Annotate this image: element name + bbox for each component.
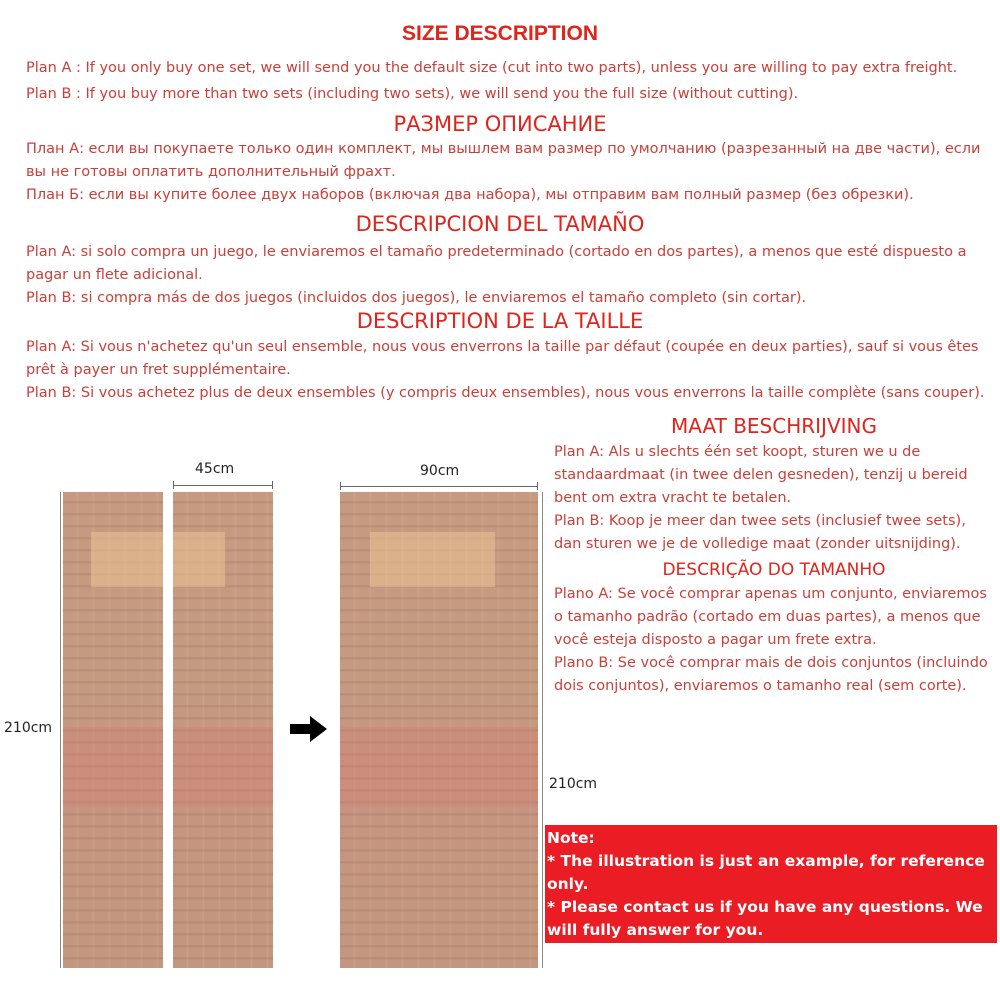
english-plan-b: Plan B : If you buy more than two sets (including two sets), we will send you the full size (without cutting). (26, 86, 799, 102)
title-english: SIZE DESCRIPTION (401, 22, 599, 45)
spanish-plan-a: Plan A: si solo compra un juego, le enviaremos el tamaño predeterminado (cortado en dos partes), a menos que esté dispuesto a pagar un flete adicional. (26, 244, 967, 283)
half-width-line (173, 485, 273, 486)
height-label-left: 210cm (4, 720, 53, 736)
title-dutch: MAAT BESCHRIJVING (671, 414, 877, 438)
spanish-plan-b: Plan B: si compra más de dos juegos (incluidos dos juegos), le enviaremos el tamaño completo (sin cortar). (26, 290, 807, 306)
dutch-plan-a: Plan A: Als u slechts één set koopt, sturen we u de standaardmaat (in twee delen gesneden), tenzij u bereid bent om extra vracht te betalen. (554, 444, 968, 506)
spanish-section (26, 241, 998, 310)
english-section (26, 57, 998, 106)
note-line-1: * The illustration is just an example, for reference only. (547, 852, 985, 893)
panel-half-left (63, 492, 163, 968)
portuguese-plan-a: Plano A: Se você comprar apenas um conjunto, enviaremos o tamanho padrão (cortado em duas partes), a menos que você esteja disposto a pagar um frete extra. (554, 586, 987, 648)
title-spanish: DESCRIPCION DEL TAMAÑO (355, 212, 645, 236)
russian-plan-a: План А: если вы покупаете только один комплект, мы вышлем вам размер по умолчанию (разрезанный на две части), если вы не готовы оплатить дополнительный фрахт. (26, 141, 981, 180)
note-label: Note: (547, 829, 595, 847)
full-width-tick-left (340, 482, 341, 490)
panel-full (340, 492, 538, 968)
french-section (26, 336, 998, 405)
title-russian: РАЗМЕР ОПИСАНИЕ (393, 112, 607, 136)
title-french: DESCRIPTION DE LA TAILLE (356, 309, 644, 333)
title-portuguese: DESCRIÇÃO DO TAMANHO (662, 560, 886, 580)
portuguese-section (554, 583, 994, 698)
half-width-label: 45cm (195, 461, 235, 477)
half-width-tick-left (173, 481, 174, 489)
arrow-right-icon (290, 716, 328, 742)
half-width-tick-right (272, 481, 273, 489)
french-plan-b: Plan B: Si vous achetez plus de deux ensembles (y compris deux ensembles), nous vous enverrons la taille complète (sans couper). (26, 385, 985, 401)
panel-half-right (173, 492, 273, 968)
dutch-plan-b: Plan B: Koop je meer dan twee sets (inclusief twee sets), dan sturen we je de volledige maat (zonder uitsnijding). (554, 513, 966, 552)
english-plan-a: Plan A : If you only buy one set, we will send you the default size (cut into two parts), unless you are willing to pay extra freight. (26, 60, 958, 76)
height-line-left (60, 492, 61, 968)
dutch-section (554, 441, 994, 556)
russian-section (26, 138, 998, 207)
height-line-right (542, 492, 543, 968)
full-width-label: 90cm (420, 463, 460, 479)
height-label-right: 210cm (549, 776, 598, 792)
french-plan-a: Plan A: Si vous n'achetez qu'un seul ensemble, nous vous enverrons la taille par défaut (coupée en deux parties), sauf si vous êtes prêt à payer un fret supplémentaire. (26, 339, 979, 378)
full-width-line (340, 486, 538, 487)
portuguese-plan-b: Plano B: Se você comprar mais de dois conjuntos (incluindo dois conjuntos), enviaremos o tamanho real (sem corte). (554, 655, 988, 694)
full-width-tick-right (537, 482, 538, 490)
russian-plan-b: План Б: если вы купите более двух наборов (включая два набора), мы отправим вам полный размер (без обрезки). (26, 187, 914, 203)
note-box (545, 825, 997, 943)
note-line-2: * Please contact us if you have any questions. We will fully answer for you. (547, 898, 983, 939)
